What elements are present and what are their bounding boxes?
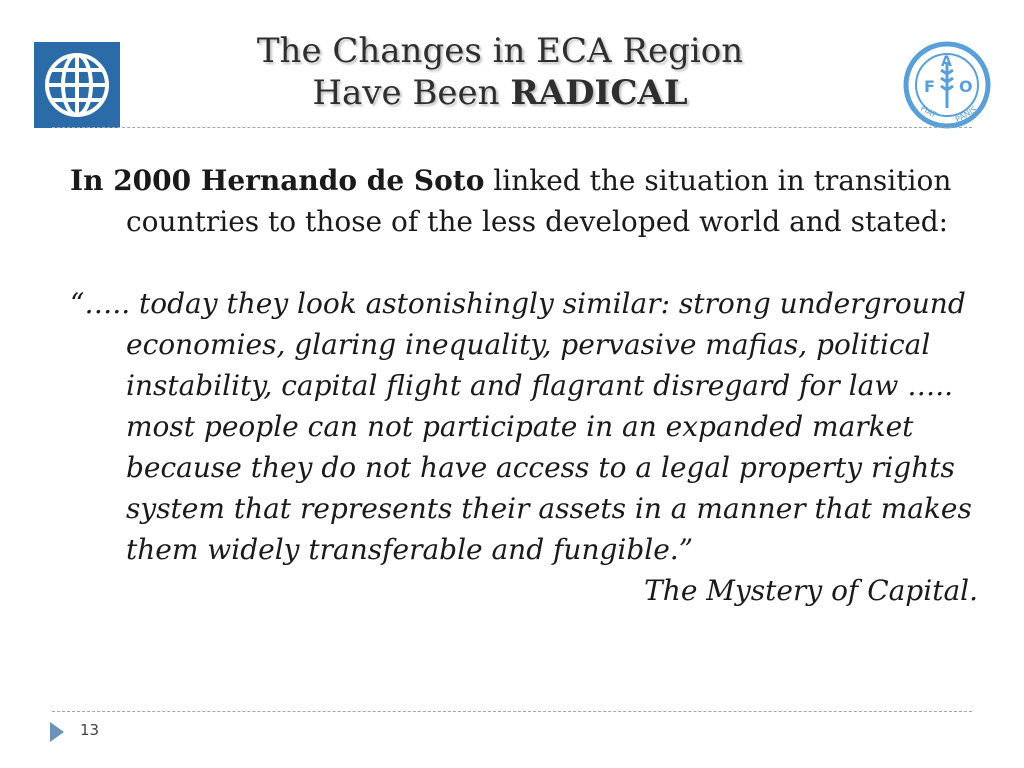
slide-body: [70, 160, 982, 611]
fao-logo-icon: [902, 40, 992, 130]
title-line-2: [150, 72, 850, 114]
quote-paragraph: “….. today they look astonishingly similar: strong underground economies, glaring inequality, pervasive mafias, political instability, capital flight and flagrant disregard for law ….. most people can not participate in an expanded market because they do not have access to a legal property rights system that represents their assets in a manner that makes them widely transferable and fungible.”: [70, 287, 972, 566]
fao-letter-a: A: [941, 54, 952, 70]
slide-title: [150, 30, 850, 114]
title-line-1: The Changes in ECA Region: [256, 31, 744, 71]
footer-divider: [52, 711, 972, 712]
page-number: 13: [80, 721, 100, 739]
title-line-2-prefix: Have Been: [312, 73, 511, 113]
fao-motto-panis: PANIS: [953, 104, 979, 125]
fao-motto-fiat: FIAT: [919, 103, 939, 120]
fao-letter-f: F: [924, 77, 935, 96]
header-divider: [52, 127, 972, 128]
world-bank-logo-icon: [34, 42, 120, 128]
quote-source: The Mystery of Capital.: [644, 574, 978, 607]
title-emphasis: RADICAL: [510, 73, 688, 113]
intro-text: linked the situation in transition countries to those of the less developed world and stated:: [126, 164, 952, 238]
intro-paragraph: [70, 160, 982, 242]
arrow-icon: [50, 722, 64, 742]
fao-letter-o: O: [959, 77, 973, 96]
intro-bold: In 2000 Hernando de Soto: [70, 164, 485, 197]
